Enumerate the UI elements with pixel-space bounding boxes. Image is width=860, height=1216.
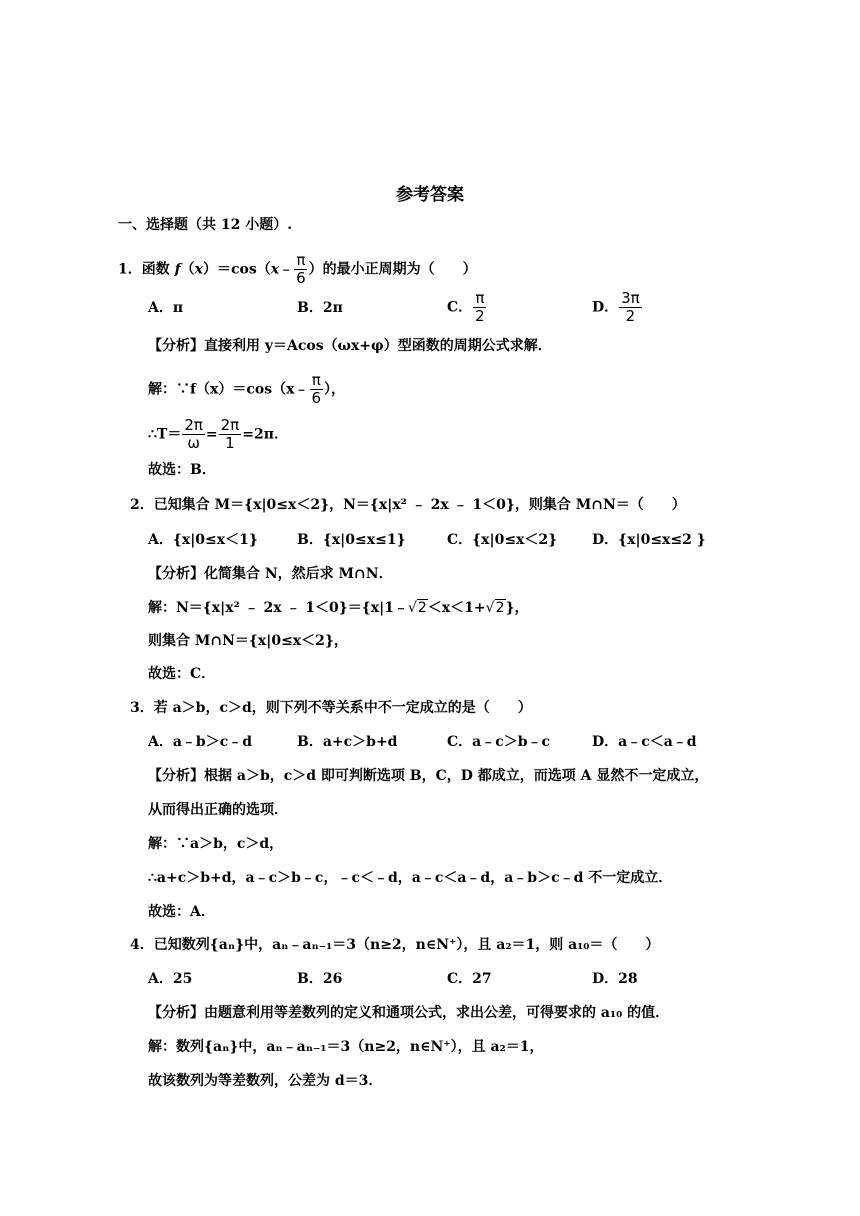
q2-option-b: B．{x|0≤x≤1} [297,532,406,548]
q2-solution-line-2: 则集合 M∩N＝{x|0≤x＜2}， [148,633,348,649]
q4-analysis: 【分析】由题意利用等差数列的定义和通项公式，求出公差，可得要求的 a₁₀ 的值． [148,1005,670,1021]
q3-option-c: C．a﹣c＞b﹣c [447,734,551,750]
q1-solution-line-2: ∴T＝ $\frac{2\pi}{\omega}$ = $\frac{2\pi}{1}$ =2π． [148,416,288,452]
q4-solution-line-2: 故该数列为等差数列，公差为 d＝3． [148,1073,383,1089]
q1-option-c: C． $\frac{\pi}{2}$ [447,289,485,325]
q1-option-a: A．π [148,300,184,316]
q1-option-d: D． $\frac{3\pi}{2}$ [592,289,640,325]
q3-solution-line-1: 解：∵a＞b，c＞d， [148,836,284,852]
q1-solution-line-1: 解：∵f（x）＝cos（x﹣ $\frac{\pi}{6}$ ）， [148,371,346,407]
q3-solution-line-2: ∴a+c＞b+d，a﹣c＞b﹣c，﹣c＜﹣d，a﹣c＜a﹣d，a﹣b＞c﹣d 不一定成立． [148,870,673,886]
question-1-stem: 1．函数 f（x）＝cos（x﹣ $\frac{\pi}{6}$ ）的最小正周期为（ ） [118,251,477,287]
question-3-stem: 3．若 a＞b，c＞d，则下列不等关系中不一定成立的是（ ） [130,700,532,716]
q1-option-b: B．2π [297,300,343,316]
q3-analysis-line-1: 【分析】根据 a＞b，c＞d 即可判断选项 B，C，D 都成立，而选项 A 显然不一定成立， [148,768,709,784]
question-4-stem: 4．已知数列{aₙ}中，aₙ﹣aₙ₋₁＝3（n≥2，n∈N⁺），且 a₂＝1，则 a₁₀＝（ ） [130,937,660,953]
q4-option-c: C．27 [447,971,492,987]
q2-option-a: A．{x|0≤x＜1} [148,532,258,548]
q1-analysis: 【分析】直接利用 y＝Acos（ωx+φ）型函数的周期公式求解． [148,338,552,354]
q1-choice: 故选：B． [148,462,216,478]
section-heading: 一、选择题（共 12 小题）. [118,217,293,233]
q2-option-c: C．{x|0≤x＜2} [447,532,558,548]
q4-option-a: A．25 [148,971,193,987]
q2-analysis: 【分析】化简集合 N，然后求 M∩N． [148,566,393,582]
q3-option-d: D．a﹣c＜a﹣d [592,734,697,750]
q4-option-b: B．26 [297,971,343,987]
q3-option-a: A．a﹣b＞c﹣d [148,734,253,750]
page-title: 参考答案 [396,185,464,205]
q3-choice: 故选：A． [148,904,215,920]
q4-option-d: D．28 [592,971,638,987]
q4-solution-line-1: 解：数列{aₙ}中，aₙ﹣aₙ₋₁＝3（n≥2，n∈N⁺），且 a₂＝1， [148,1039,544,1055]
q2-choice: 故选：C． [148,666,216,682]
q2-option-d: D．{x|0≤x≤2 } [592,532,706,548]
fraction-pi-over-6: $\frac{\pi}{6}$ [296,251,306,287]
q2-solution-line-1: 解：N＝{x|x² ﹣ 2x ﹣ 1＜0}＝{x|1﹣√2＜x＜1+√2}， [148,600,529,616]
q3-option-b: B．a+c＞b+d [297,734,398,750]
q3-analysis-line-2: 从而得出正确的选项． [148,802,288,818]
question-2-stem: 2．已知集合 M＝{x|0≤x＜2}，N＝{x|x² ﹣ 2x ﹣ 1＜0}，则集合 M∩N＝（ ） [130,497,686,513]
